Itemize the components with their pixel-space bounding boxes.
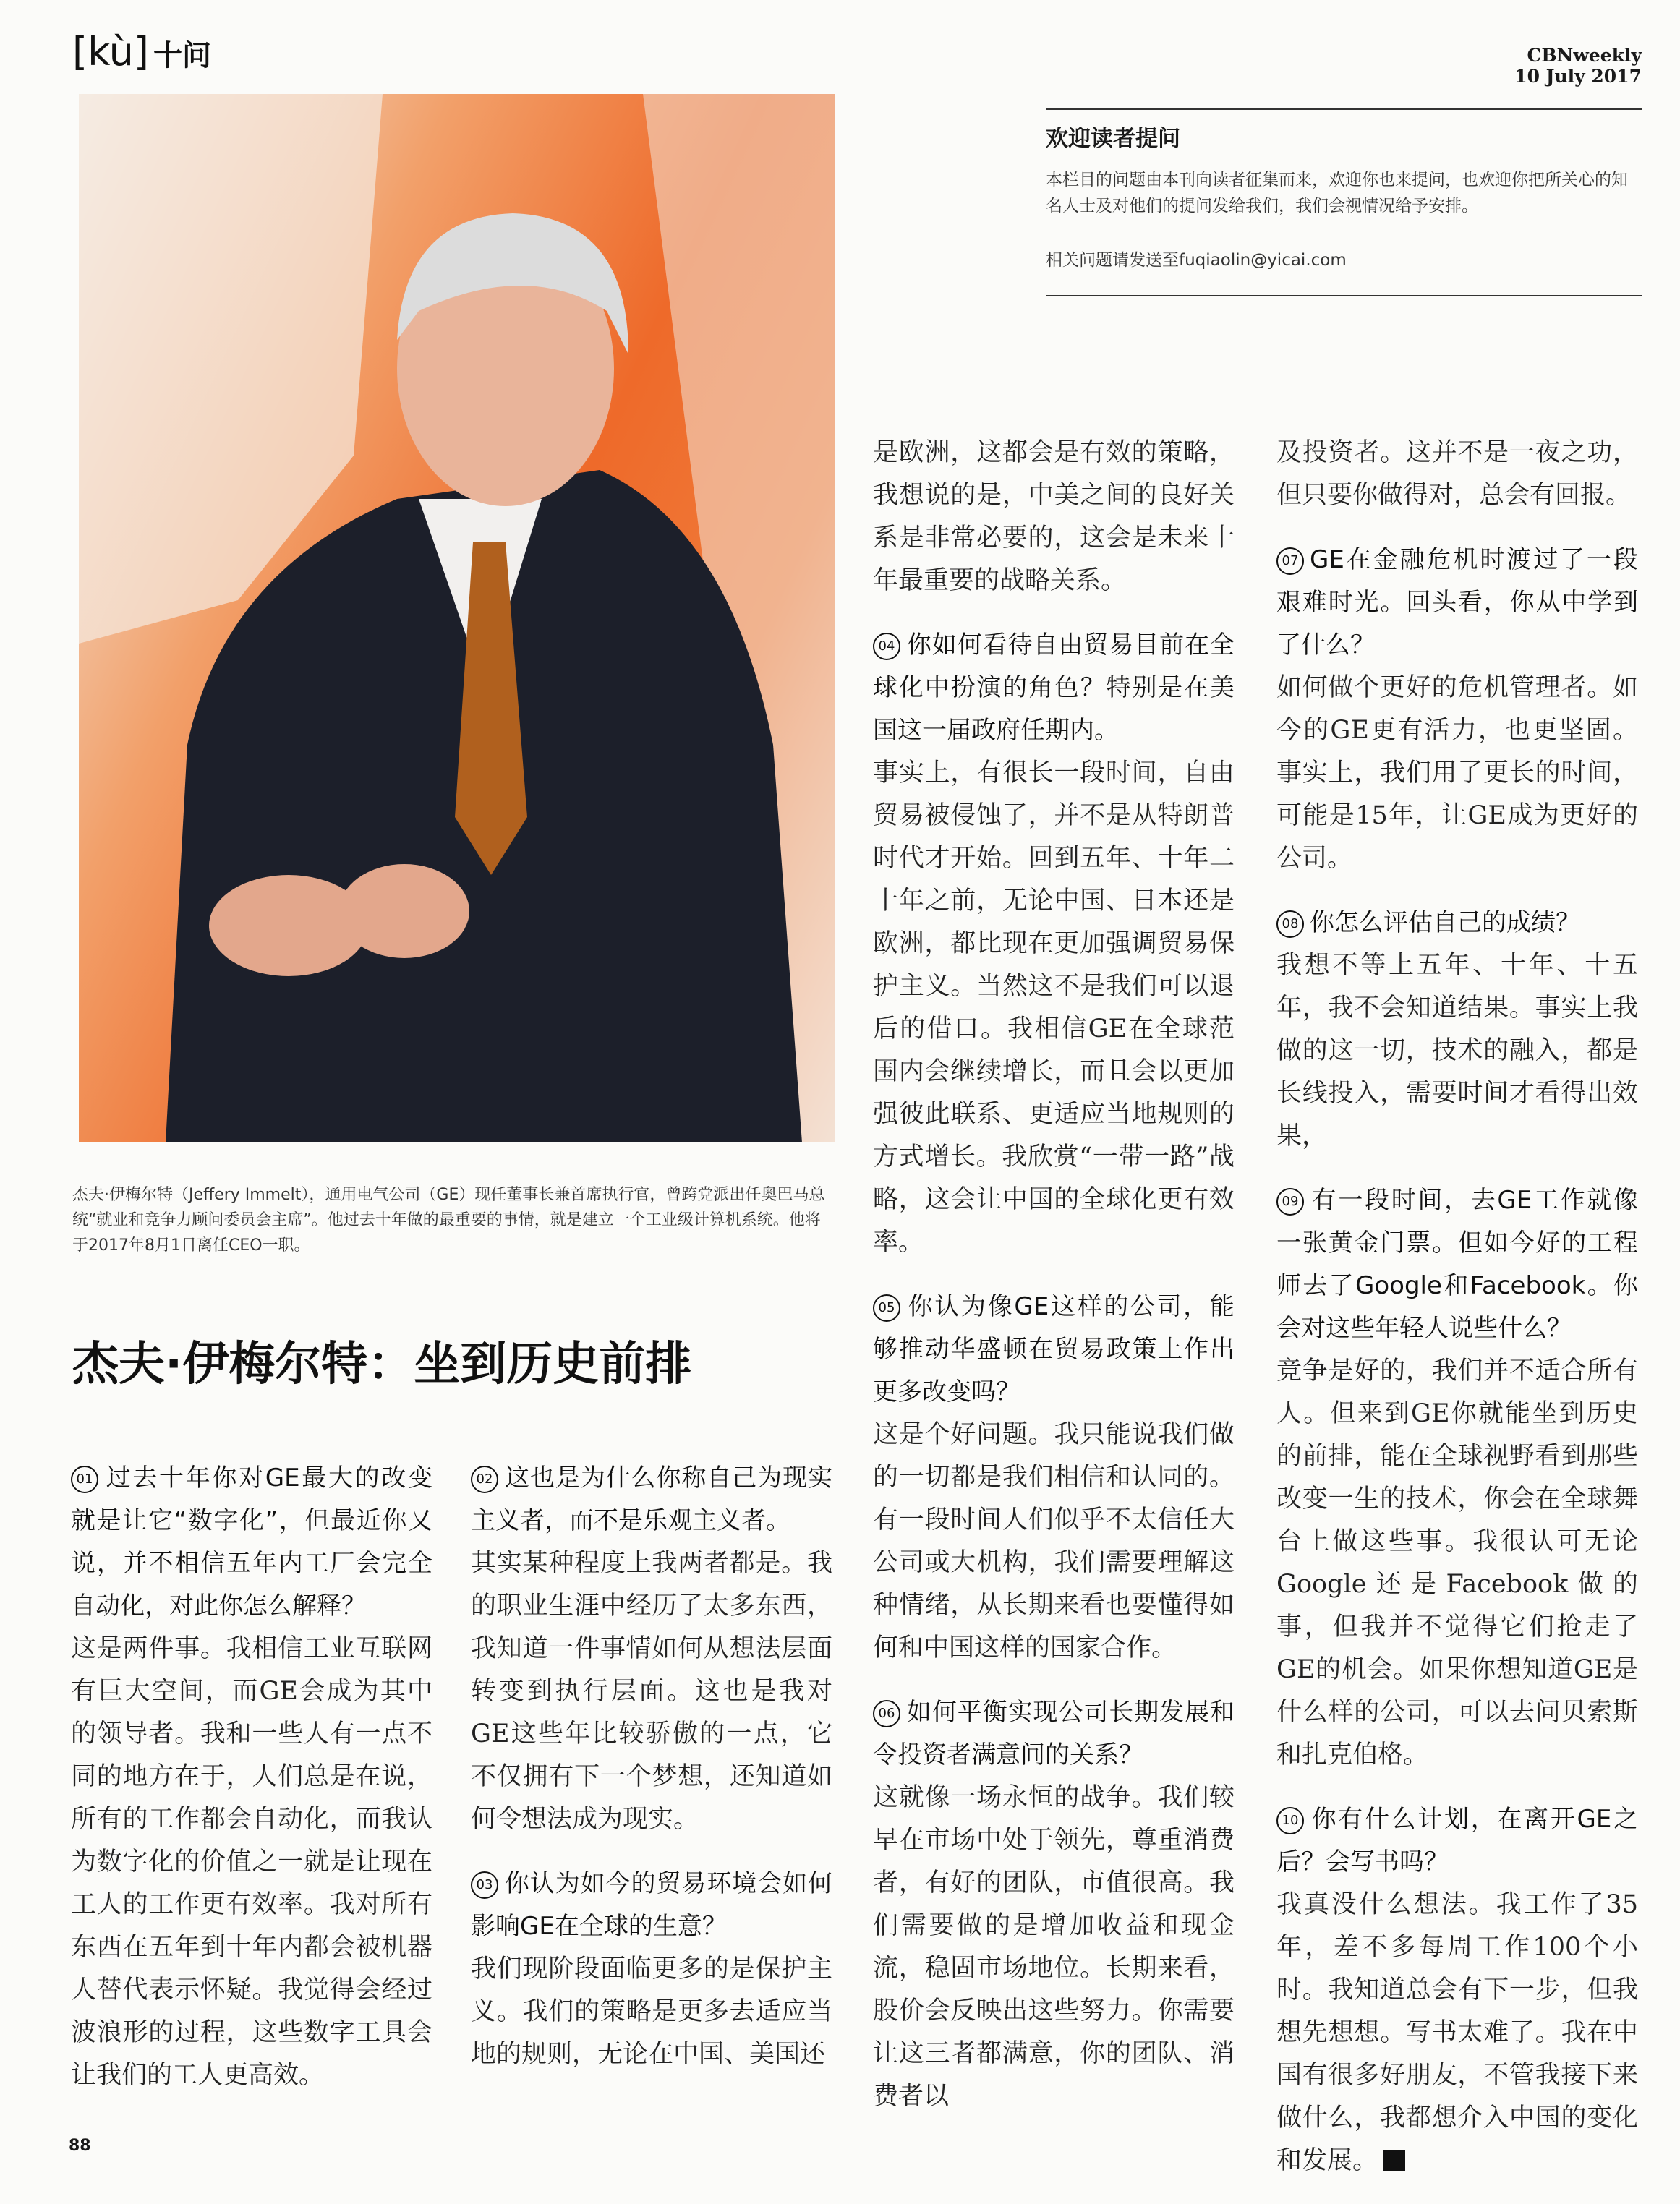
- page-number: 88: [69, 2137, 91, 2155]
- question: [1276, 1179, 1638, 1350]
- question-text: 你如何看待自由贸易目前在全球化中扮演的角色？特别是在美国这一届政府任期内。: [873, 631, 1235, 745]
- answer-text: 事实上，有很长一段时间，自由贸易被侵蚀了，并不是从特朗普时代才开始。回到五年、十年二十年之前，无论中国、日本还是欧洲，都比现在更加强调贸易保护主义。当然这不是我们可以退后的借口。我相信GE在全球范围内会继续增长，而且会以更加强彼此联系、更适应当地规则的方式增长。我欣赏“一带一路”战略，这会让中国的全球化更有效率。: [873, 759, 1235, 1257]
- end-mark-icon: [1383, 2150, 1405, 2171]
- masthead: [1514, 45, 1642, 87]
- portrait-photo: [79, 94, 835, 1142]
- photo-caption: 杰夫·伊梅尔特（Jeffery Immelt），通用电气公司（GE）现任董事长兼首席执行官，曾跨党派出任奥巴马总统“就业和竞争力顾问委员会主席”。他过去十年做的最重要的事情，就是建立一个工业级计算机系统。他将于2017年8月1日离任CEO一职。: [72, 1186, 825, 1255]
- answer: [1276, 1350, 1638, 1777]
- answer: [873, 1777, 1235, 2118]
- question-number-badge: 01: [71, 1466, 98, 1493]
- divider: [1046, 108, 1642, 110]
- reader-box-text: 本栏目的问题由本刊向读者征集而来，欢迎你也来提问，也欢迎你把所关心的知名人士及对他们的提问发给我们，我们会视情况给予安排。: [1046, 171, 1628, 215]
- answer: [71, 1628, 432, 2097]
- answer: [471, 1542, 832, 1841]
- question: [71, 1457, 432, 1628]
- answer-text: 我真没什么想法。我工作了35年，差不多每周工作100个小时。我知道总会有下一步，但我想先想想。写书太难了。我在中国有很多好朋友，不管我接下来做什么，我都想介入中国的变化和发展。: [1276, 1890, 1638, 2175]
- answer-text: 及投资者。这并不是一夜之功，但只要你做得对，总会有回报。: [1276, 438, 1638, 510]
- question-text: 过去十年你对GE最大的改变就是让它“数字化”，但最近你又说，并不相信五年内工厂会完全自动化，对此你怎么解释？: [71, 1464, 432, 1620]
- question: [471, 1457, 832, 1542]
- article-headline: 杰夫·伊梅尔特：坐到历史前排: [72, 1338, 692, 1391]
- question-number-badge: 04: [873, 633, 900, 660]
- answer-text: 这是个好问题。我只能说我们做的一切都是我们相信和认同的。有一段时间人们似乎不太信任大公司或大机构，我们需要理解这种情绪，从长期来看也要懂得如何和中国这样的国家合作。: [873, 1420, 1235, 1662]
- question: [873, 1286, 1235, 1414]
- question-text: 你认为如今的贸易环境会如何影响GE在全球的生意？: [471, 1869, 832, 1941]
- answer-text: 这是两件事。我相信工业互联网有巨大空间，而GE会成为其中的领导者。我和一些人有一点不同的地方在于，人们总是在说，所有的工作都会自动化，而我认为数字化的价值之一就是让现在工人的工作更有效率。我对所有东西在五年到十年内都会被机器人替代表示怀疑。我觉得会经过波浪形的过程，这些数字工具会让我们的工人更高效。: [71, 1634, 432, 2090]
- answer-text: 其实某种程度上我两者都是。我的职业生涯中经历了太多东西，我知道一件事情如何从想法层面转变到执行层面。这也是我对GE这些年比较骄傲的一点，它不仅拥有下一个梦想，还知道如何令想法成为现实。: [471, 1549, 832, 1834]
- question: [1276, 902, 1638, 944]
- question-number-badge: 03: [471, 1871, 498, 1899]
- question-number-badge: 07: [1276, 547, 1304, 575]
- question: [1276, 1798, 1638, 1884]
- question-text: 你怎么评估自己的成绩？: [1310, 908, 1580, 937]
- divider: [1046, 295, 1642, 296]
- question-text: 你有什么计划，在离开GE之后？会写书吗？: [1276, 1805, 1638, 1876]
- portrait-illustration: [79, 94, 835, 1142]
- answer: [1276, 432, 1638, 517]
- question: [1276, 539, 1638, 667]
- answer-text: 是欧洲，这都会是有效的策略，我想说的是，中美之间的良好关系是非常必要的，这会是未来十年最重要的战略关系。: [873, 438, 1235, 595]
- question: [873, 1691, 1235, 1777]
- question-text: 你认为像GE这样的公司，能够推动华盛顿在贸易政策上作出更多改变吗？: [873, 1292, 1235, 1406]
- question-number-badge: 06: [873, 1700, 900, 1727]
- answer: [1276, 1884, 1638, 2182]
- text-column-3: [873, 432, 1235, 2140]
- answer-text: 如何做个更好的危机管理者。如今的GE更有活力，也更坚固。事实上，我们用了更长的时间，可能是15年，让GE成为更好的公司。: [1276, 673, 1638, 873]
- answer: [1276, 944, 1638, 1158]
- reader-box-contact: 相关问题请发送至fuqiaolin@yicai.com: [1046, 251, 1347, 270]
- section-tag: [72, 29, 211, 74]
- answer-text: 竞争是好的，我们并不适合所有人。但来到GE你就能坐到历史的前排，能在全球视野看到那些改变一生的技术，你会在全球舞台上做这些事。我很认可无论Google还是Facebook做的事，但我并不觉得它们抢走了GE的机会。如果你想知道GE是什么样的公司，可以去问贝索斯和扎克伯格。: [1276, 1357, 1638, 1769]
- answer: [471, 1948, 832, 2076]
- answer: [873, 752, 1235, 1264]
- text-column-2: [471, 1457, 832, 2098]
- answer-text: 我们现阶段面临更多的是保护主义。我们的策略是更多去适应当地的规则，无论在中国、美国还: [471, 1955, 832, 2069]
- magazine-name: CBNweekly: [1527, 45, 1642, 66]
- question-text: 有一段时间，去GE工作就像一张黄金门票。但如今好的工程师去了Google和Facebook。你会对这些年轻人说些什么？: [1276, 1186, 1638, 1343]
- question-text: 这也是为什么你称自己为现实主义者，而不是乐观主义者。: [471, 1464, 832, 1535]
- section-label: [kù]: [72, 29, 149, 74]
- answer-text: 这就像一场永恒的战争。我们较早在市场中处于领先，尊重消费者，有好的团队，市值很高。我们需要做的是增加收益和现金流，稳固市场地位。长期来看，股价会反映出这些努力。你需要让这三者都满意，你的团队、消费者以: [873, 1783, 1235, 2111]
- question-number-badge: 05: [873, 1294, 900, 1322]
- answer-text: 我想不等上五年、十年、十五年，我不会知道结果。事实上我做的这一切，技术的融入，都是长线投入，需要时间才看得出效果，: [1276, 951, 1638, 1150]
- question-number-badge: 09: [1276, 1188, 1304, 1216]
- text-column-4: [1276, 432, 1638, 2204]
- question-text: 如何平衡实现公司长期发展和令投资者满意间的关系？: [873, 1698, 1235, 1769]
- question-number-badge: 02: [471, 1466, 498, 1493]
- section-kicker: 十问: [153, 39, 211, 72]
- answer: [873, 432, 1235, 602]
- reader-box-title: 欢迎读者提问: [1046, 126, 1180, 152]
- question: [471, 1863, 832, 1948]
- question: [873, 624, 1235, 752]
- question-number-badge: 10: [1276, 1807, 1304, 1834]
- answer: [1276, 667, 1638, 880]
- question-number-badge: 08: [1276, 910, 1304, 938]
- question-text: GE在金融危机时渡过了一段艰难时光。回头看，你从中学到了什么？: [1276, 545, 1638, 659]
- issue-date: 10 July 2017: [1514, 66, 1642, 87]
- answer: [873, 1414, 1235, 1670]
- reader-questions-box: [1046, 108, 1642, 296]
- text-column-1: [71, 1457, 432, 2119]
